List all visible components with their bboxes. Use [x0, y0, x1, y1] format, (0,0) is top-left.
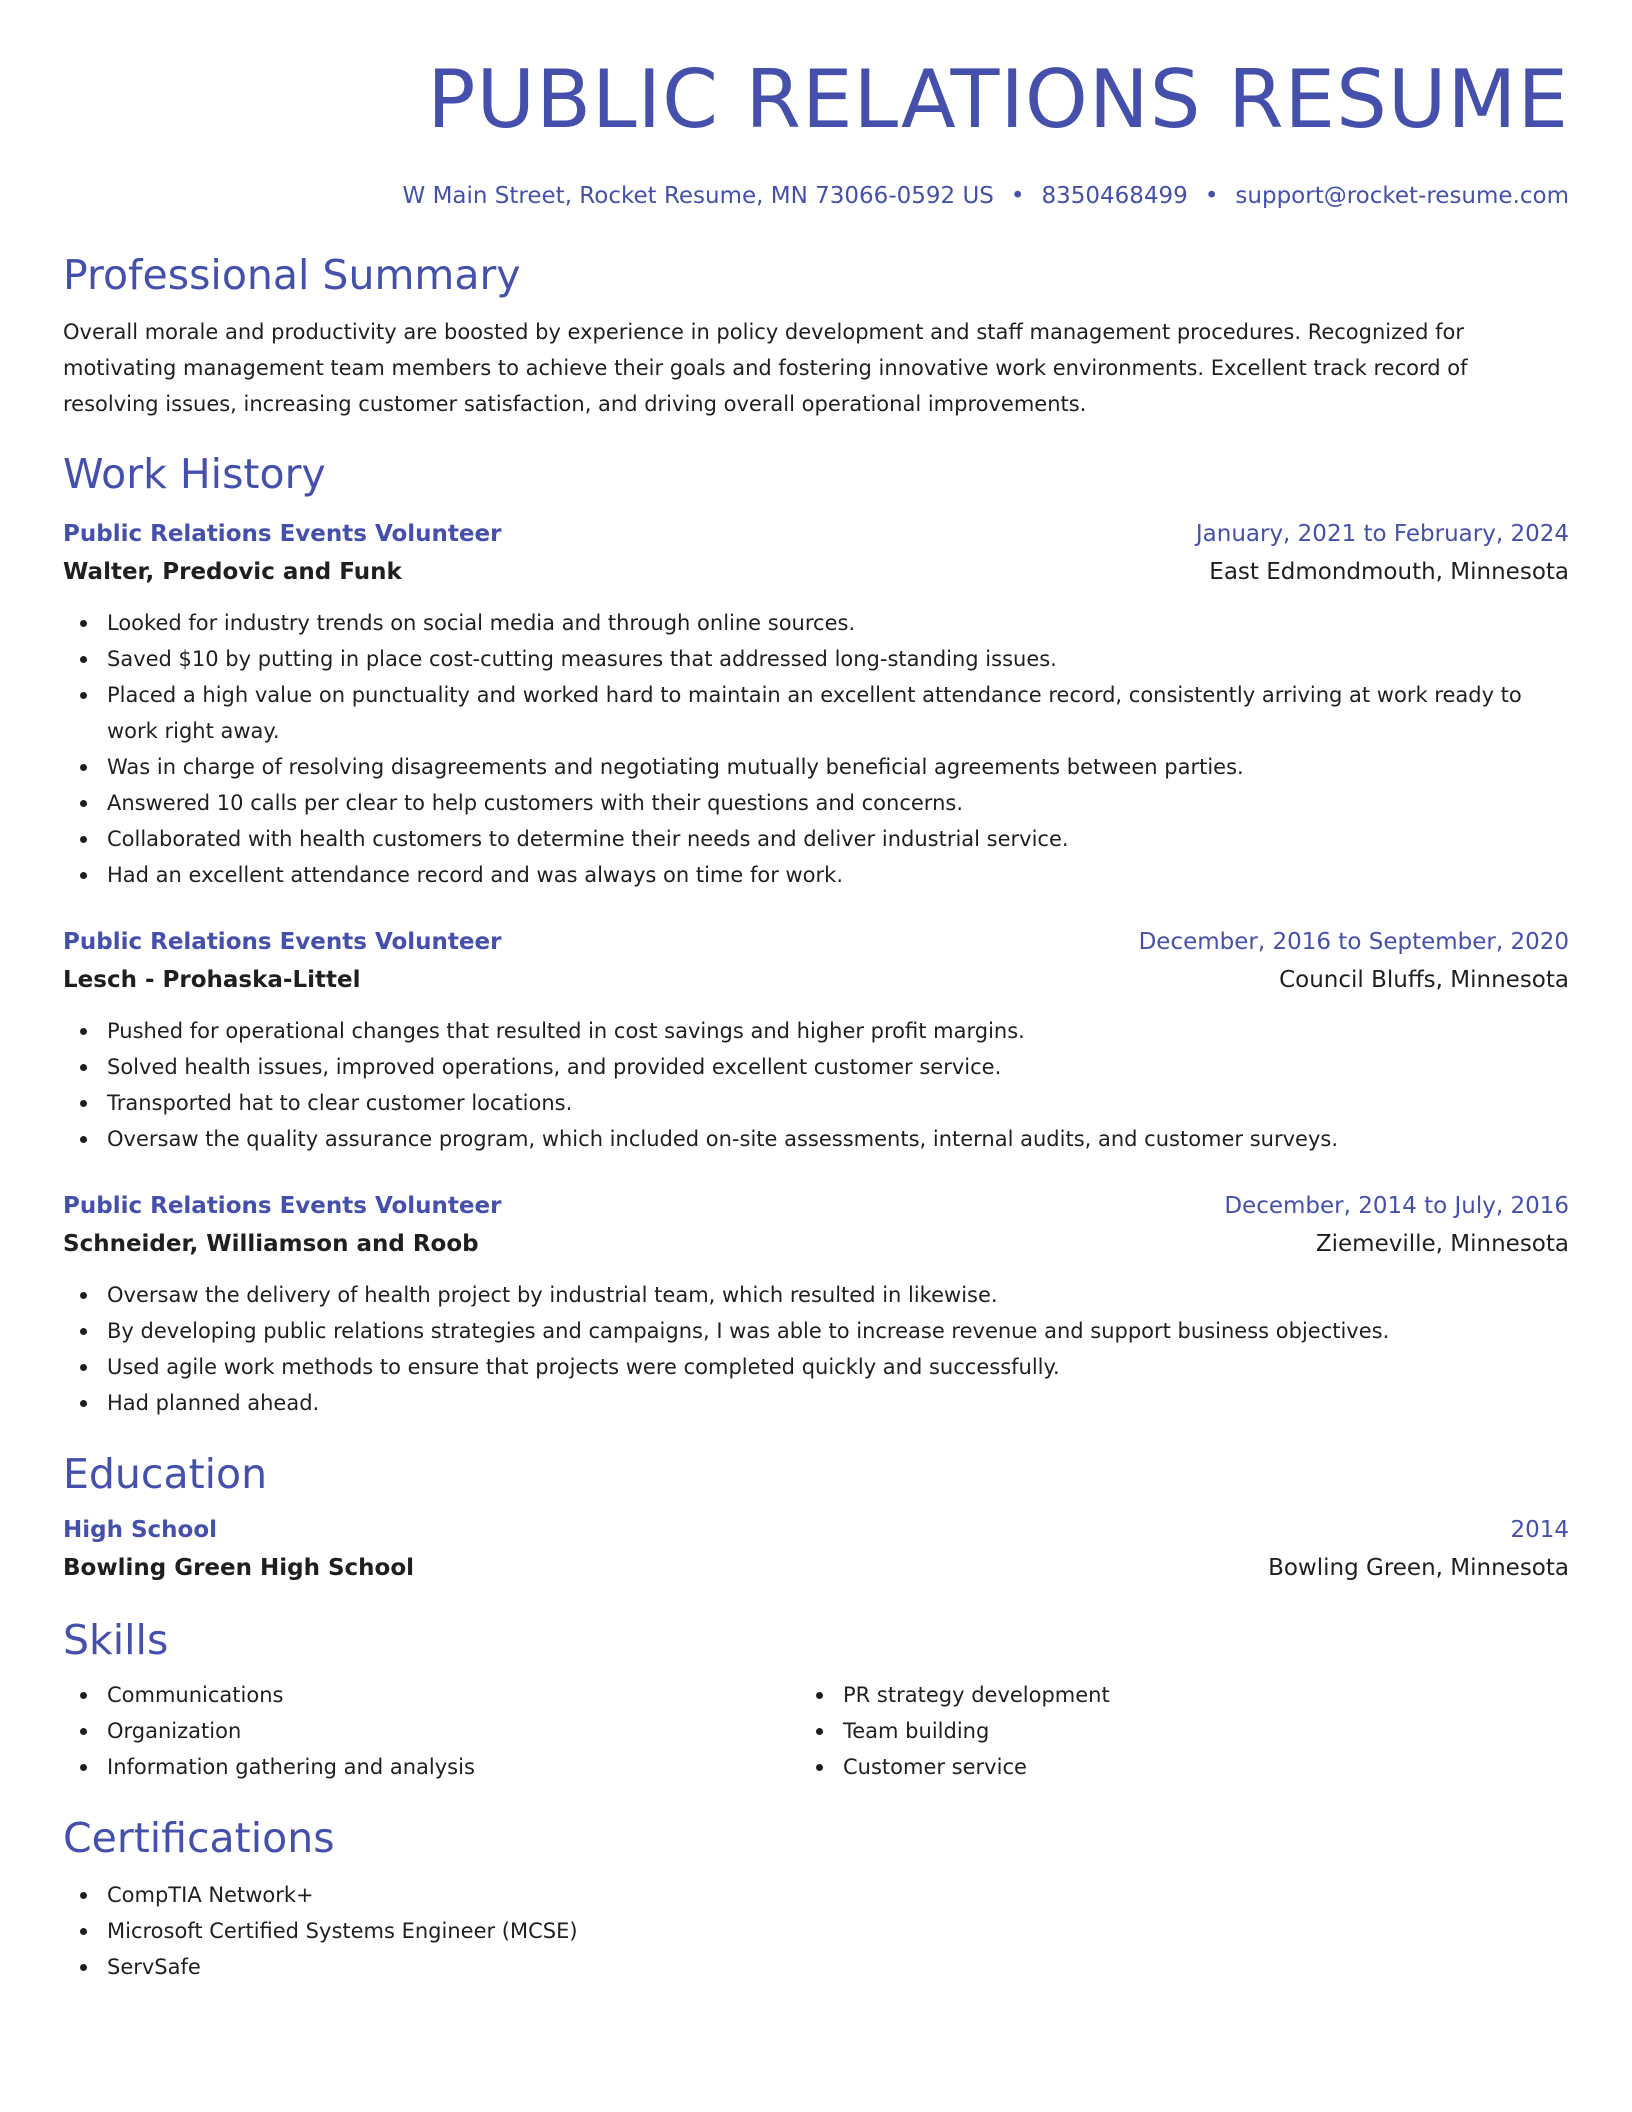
summary-heading: Professional Summary	[63, 251, 521, 299]
skill-item: Customer service	[843, 1749, 1110, 1785]
job-bullet: Saved $10 by putting in place cost-cutting measures that addressed long-standing issues.	[107, 641, 1569, 677]
job-company: Schneider, Williamson and Roob	[63, 1231, 479, 1257]
job-entry	[63, 1187, 1569, 1421]
education-school: Bowling Green High School	[63, 1555, 415, 1581]
job-title: Public Relations Events Volunteer	[63, 929, 502, 955]
job-bullet: Oversaw the delivery of health project by industrial team, which resulted in likewise.	[107, 1277, 1569, 1313]
resume-title: PUBLIC RELATIONS RESUME	[427, 53, 1569, 146]
job-bullet: Answered 10 calls per clear to help customers with their questions and concerns.	[107, 785, 1569, 821]
contact-address: W Main Street, Rocket Resume, MN 73066-0592 US	[402, 183, 994, 209]
job-bullet: Had planned ahead.	[107, 1385, 1569, 1421]
skill-item: Organization	[107, 1713, 799, 1749]
contact-separator: •	[1204, 183, 1219, 209]
education-location: Bowling Green, Minnesota	[1268, 1555, 1569, 1581]
skills-columns	[63, 1677, 1569, 1785]
skills-list-right	[799, 1677, 1110, 1785]
skill-item: Communications	[107, 1677, 799, 1713]
job-bullet: Looked for industry trends on social media and through online sources.	[107, 605, 1569, 641]
job-bullet: Solved health issues, improved operations, and provided excellent customer service.	[107, 1049, 1569, 1085]
job-location: Council Bluffs, Minnesota	[1279, 967, 1569, 993]
job-entry	[63, 923, 1569, 1157]
education-entry	[63, 1511, 1569, 1587]
job-entry	[63, 515, 1569, 893]
certifications-heading: Certifications	[63, 1814, 335, 1862]
job-bullet-list	[63, 1277, 1569, 1421]
skill-item: Information gathering and analysis	[107, 1749, 799, 1785]
certification-item: ServSafe	[107, 1949, 1569, 1985]
job-dates: December, 2014 to July, 2016	[1224, 1193, 1569, 1219]
job-company: Lesch - Prohaska-Littel	[63, 967, 361, 993]
certifications-list	[63, 1877, 1569, 1985]
job-bullet: Collaborated with health customers to determine their needs and deliver industrial service.	[107, 821, 1569, 857]
certification-item: CompTIA Network+	[107, 1877, 1569, 1913]
contact-separator: •	[1010, 183, 1025, 209]
certification-item: Microsoft Certified Systems Engineer (MCSE)	[107, 1913, 1569, 1949]
job-location: Ziemeville, Minnesota	[1315, 1231, 1569, 1257]
contact-email: support@rocket-resume.com	[1235, 183, 1569, 209]
job-bullet: Transported hat to clear customer locations.	[107, 1085, 1569, 1121]
skill-item: PR strategy development	[843, 1677, 1110, 1713]
job-title: Public Relations Events Volunteer	[63, 521, 502, 547]
job-dates: December, 2016 to September, 2020	[1138, 929, 1569, 955]
job-dates: January, 2021 to February, 2024	[1195, 521, 1569, 547]
job-bullet: Pushed for operational changes that resulted in cost savings and higher profit margins.	[107, 1013, 1569, 1049]
job-company: Walter, Predovic and Funk	[63, 559, 402, 585]
job-title: Public Relations Events Volunteer	[63, 1193, 502, 1219]
job-bullet-list	[63, 605, 1569, 893]
job-bullet: Placed a high value on punctuality and worked hard to maintain an excellent attendance record, consistently arriving at work ready to work right away.	[107, 677, 1569, 749]
job-bullet: Oversaw the quality assurance program, which included on-site assessments, internal audits, and customer surveys.	[107, 1121, 1569, 1157]
work-history-heading: Work History	[63, 450, 326, 498]
job-bullet: Had an excellent attendance record and was always on time for work.	[107, 857, 1569, 893]
job-bullet: Used agile work methods to ensure that projects were completed quickly and successfully.	[107, 1349, 1569, 1385]
education-degree: High School	[63, 1517, 218, 1543]
education-heading: Education	[63, 1450, 268, 1498]
summary-text: Overall morale and productivity are boosted by experience in policy development and staff management procedures. Recognized for motivating management team members to achieve their goals and fostering innovative work environments. Excellent track record of resolving issues, increasing customer satisfaction, and driving overall operational improvements.	[63, 320, 1468, 416]
job-bullet-list	[63, 1013, 1569, 1157]
skill-item: Team building	[843, 1713, 1110, 1749]
job-location: East Edmondmouth, Minnesota	[1209, 559, 1569, 585]
education-year: 2014	[1510, 1517, 1569, 1543]
skills-list-left	[63, 1677, 799, 1785]
contact-phone: 8350468499	[1041, 183, 1188, 209]
job-bullet: By developing public relations strategies and campaigns, I was able to increase revenue and support business objectives.	[107, 1313, 1569, 1349]
job-bullet: Was in charge of resolving disagreements and negotiating mutually beneficial agreements between parties.	[107, 749, 1569, 785]
skills-heading: Skills	[63, 1616, 169, 1664]
contact-line	[63, 180, 1569, 212]
